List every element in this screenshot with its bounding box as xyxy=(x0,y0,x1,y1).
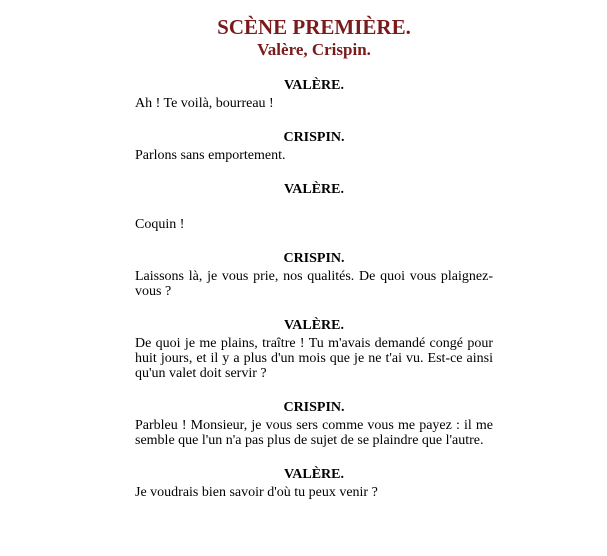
speaker-name: VALÈRE. xyxy=(283,467,345,482)
dialogue-exchange xyxy=(135,318,493,381)
dialogue-line: Parlons sans emportement. xyxy=(135,148,286,163)
dialogue-exchange xyxy=(135,400,493,448)
dialogue-line: Parbleu ! Monsieur, je vous sers comme vous me payez : il me semble que l'un n'a pas plus de sujet de se plaindre que l'autre. xyxy=(135,418,493,448)
document-page xyxy=(135,14,493,519)
speaker-name: CRISPIN. xyxy=(283,251,345,266)
speaker-name: CRISPIN. xyxy=(283,400,345,415)
speaker-name: CRISPIN. xyxy=(283,130,345,145)
dialogue-line: De quoi je me plains, traître ! Tu m'avais demandé congé pour huit jours, et il y a plus d'un mois que je ne t'ai vu. Est-ce ainsi qu'un valet doit servir ? xyxy=(135,336,493,381)
scene-title: SCÈNE PREMIÈRE. xyxy=(217,15,411,39)
dialogue-exchange xyxy=(135,130,493,163)
dialogue-line: Laissons là, je vous prie, nos qualités. De quoi vous plaignez-vous ? xyxy=(135,269,493,299)
dialogue-exchange xyxy=(135,78,493,111)
dialogue-line: Coquin ! xyxy=(135,217,185,232)
dialogue-line: Ah ! Te voilà, bourreau ! xyxy=(135,96,274,111)
speaker-name: VALÈRE. xyxy=(283,78,345,93)
dialogue-exchange xyxy=(135,251,493,299)
dialogue-exchange xyxy=(135,182,493,232)
dialogue-line: Je voudrais bien savoir d'où tu peux venir ? xyxy=(135,485,378,500)
speaker-name: VALÈRE. xyxy=(283,182,345,197)
speaker-name: VALÈRE. xyxy=(283,318,345,333)
scene-characters: Valère, Crispin. xyxy=(257,40,371,59)
dialogue-exchange xyxy=(135,467,493,500)
